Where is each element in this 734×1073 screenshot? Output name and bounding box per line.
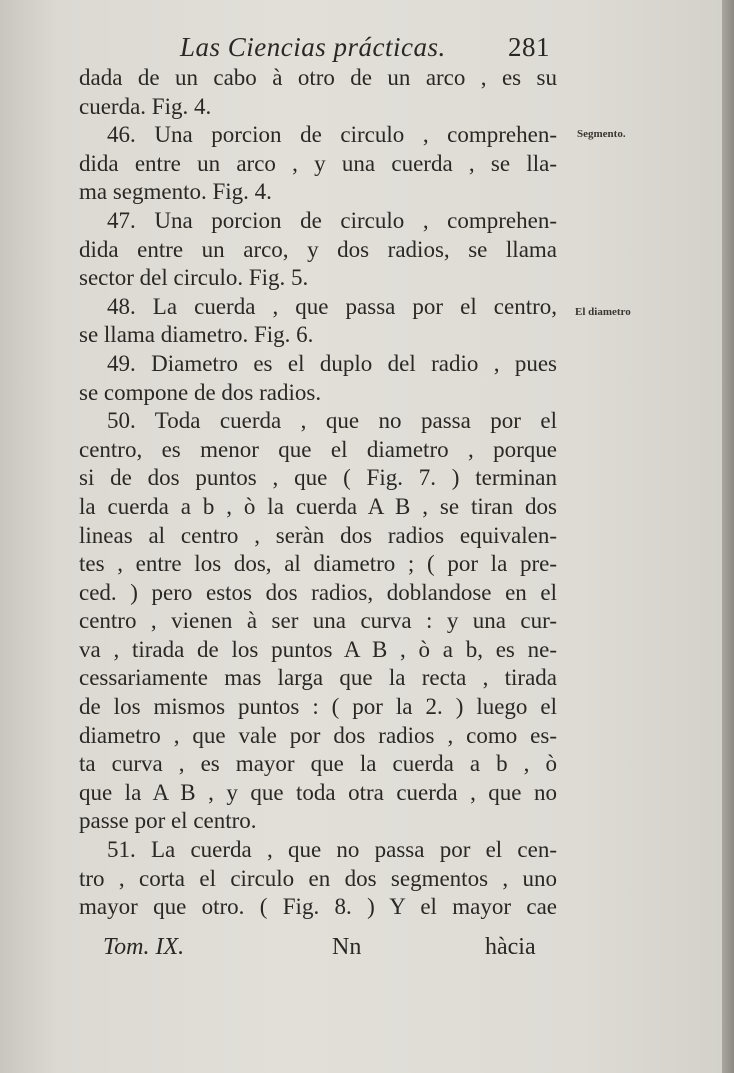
text-line: ma segmento. Fig. 4. bbox=[79, 179, 272, 205]
text-line: centro, es menor que el diametro , porque bbox=[79, 436, 557, 462]
text-line: 48. La cuerda , que passa por el centro, bbox=[107, 293, 557, 319]
text-line: dida entre un arco, y dos radios, se llama bbox=[79, 236, 557, 262]
text-line: dida entre un arco , y una cuerda , se lla- bbox=[79, 150, 557, 176]
margin-note-segmento: Segmento. bbox=[577, 128, 626, 140]
text-line: tes , entre los dos, al diametro ; ( por la pre- bbox=[79, 551, 557, 577]
text-line: va , tirada de los puntos A B , ò a b, es ne- bbox=[79, 636, 557, 662]
body-text bbox=[79, 64, 557, 922]
text-line: 47. Una porcion de circulo , comprehen- bbox=[107, 207, 557, 233]
text-line: dada de un cabo à otro de un arco , es su bbox=[79, 65, 557, 90]
margin-note-diametro: El diametro bbox=[575, 306, 631, 318]
text-line: de los mismos puntos : ( por la 2. ) luego el bbox=[79, 694, 557, 720]
text-line: centro , vienen à ser una curva : y una cur- bbox=[79, 608, 557, 634]
text-line: passe por el centro. bbox=[79, 808, 257, 834]
volume-signature: Tom. IX. bbox=[103, 934, 185, 960]
text-line: sector del circulo. Fig. 5. bbox=[79, 265, 309, 291]
text-line: tro , corta el circulo en dos segmentos , uno bbox=[79, 865, 557, 891]
text-line: cuerda. Fig. 4. bbox=[79, 93, 212, 119]
text-line: la cuerda a b , ò la cuerda A B , se tiran dos bbox=[79, 493, 557, 519]
text-line: diametro , que vale por dos radios , como es- bbox=[79, 722, 557, 748]
text-line: se compone de dos radios. bbox=[79, 379, 322, 405]
text-line: 46. Una porcion de circulo , comprehen- bbox=[107, 122, 557, 148]
text-line: mayor que otro. ( Fig. 8. ) Y el mayor cae bbox=[79, 894, 557, 920]
text-line: 50. Toda cuerda , que no passa por el bbox=[107, 408, 557, 434]
page-footer bbox=[0, 934, 722, 968]
running-head bbox=[180, 32, 550, 66]
text-line: 49. Diametro es el duplo del radio , pues bbox=[107, 350, 557, 376]
text-line: ta curva , es mayor que la cuerda a b , ò bbox=[79, 751, 557, 777]
text-line: 51. La cuerda , que no passa por el cen- bbox=[107, 837, 557, 863]
text-line: que la A B , y que toda otra cuerda , que no bbox=[79, 779, 557, 805]
text-line: se llama diametro. Fig. 6. bbox=[79, 322, 314, 348]
catchword: hàcia bbox=[485, 934, 536, 960]
running-title: Las Ciencias prácticas. bbox=[180, 32, 446, 62]
text-line: lineas al centro , seràn dos radios equivalen- bbox=[79, 522, 557, 548]
text-line: si de dos puntos , que ( Fig. 7. ) terminan bbox=[79, 465, 557, 491]
page-edge bbox=[722, 0, 734, 1073]
gathering-mark: Nn bbox=[332, 934, 362, 960]
text-line: ced. ) pero estos dos radios, doblandose en el bbox=[79, 579, 557, 605]
text-line: cessariamente mas larga que la recta , tirada bbox=[79, 665, 557, 691]
page-number: 281 bbox=[508, 32, 550, 62]
